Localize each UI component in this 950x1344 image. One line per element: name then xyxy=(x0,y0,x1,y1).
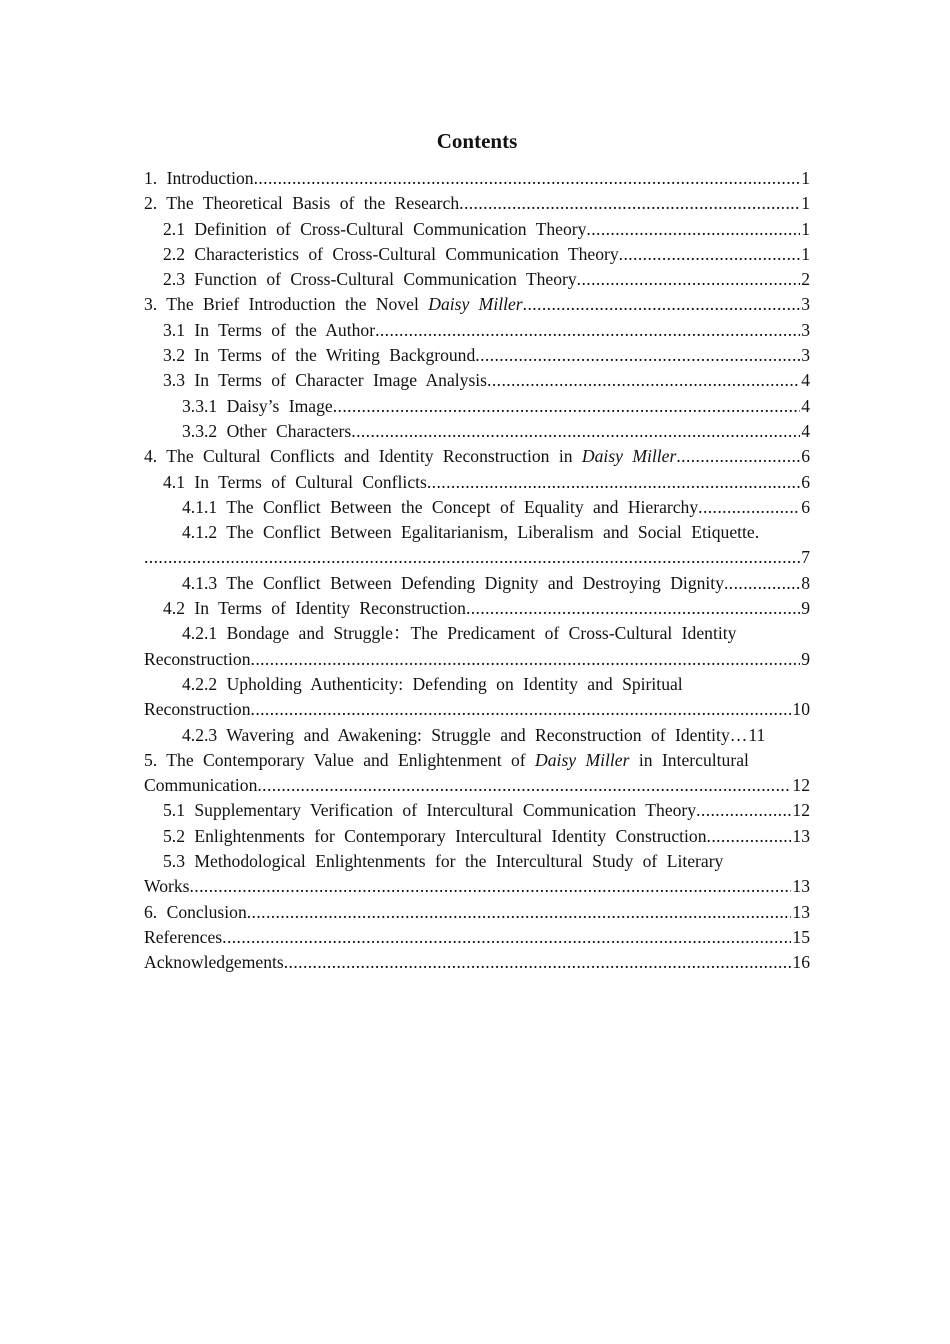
toc-entry-label: 2. The Theoretical Basis of the Research xyxy=(144,193,460,214)
toc-entry-label: References xyxy=(144,926,223,947)
dot-leader xyxy=(427,470,800,495)
toc-entry-continuation[interactable] xyxy=(144,545,810,570)
toc-page-number: 2 xyxy=(801,269,810,290)
toc-page-number: 7 xyxy=(801,547,810,568)
toc-entry[interactable] xyxy=(144,621,810,646)
toc-entry-label: 3.3.2 Other Characters xyxy=(182,420,352,441)
dot-leader xyxy=(698,495,800,520)
dot-leader xyxy=(251,647,801,672)
dot-leader xyxy=(577,267,801,292)
toc-entry-label-italic: Daisy Miller xyxy=(428,294,523,315)
toc-page-number: 9 xyxy=(801,648,810,669)
dot-leader xyxy=(707,824,792,849)
toc-entry-label: 4.1.3 The Conflict Between Defending Dignity and Destroying Dignity xyxy=(182,572,724,593)
dot-leader xyxy=(676,444,800,469)
toc-page-number: 13 xyxy=(792,825,810,846)
toc-entry[interactable] xyxy=(144,343,810,368)
toc-page-number: 16 xyxy=(792,952,810,973)
toc-entry-label: 4.1.2 The Conflict Between Egalitarianism, Liberalism and Social Etiquette. xyxy=(182,522,760,543)
toc-page-number: 3 xyxy=(801,319,810,340)
toc-page-number: 13 xyxy=(792,876,810,897)
toc-entry-continuation[interactable] xyxy=(144,647,810,672)
dot-leader xyxy=(724,571,800,596)
toc-entry-continuation[interactable] xyxy=(144,874,810,899)
toc-page-number: 6 xyxy=(801,446,810,467)
toc-entry[interactable] xyxy=(144,950,810,975)
toc-entry-label: 3.2 In Terms of the Writing Background xyxy=(163,345,476,366)
dot-leader xyxy=(333,394,800,419)
dot-leader xyxy=(475,343,800,368)
toc-entry-label: Communication xyxy=(144,775,258,796)
toc-entry-label: Reconstruction xyxy=(144,699,251,720)
toc-page-number: 12 xyxy=(792,800,810,821)
toc-entry[interactable] xyxy=(144,444,810,469)
toc-page-number: 9 xyxy=(801,598,810,619)
toc-entry-label-text: 5. The Contemporary Value and Enlightenment of xyxy=(144,749,536,770)
toc-entry[interactable] xyxy=(144,394,810,419)
toc-entry[interactable] xyxy=(144,672,810,697)
toc-page-number: 8 xyxy=(801,572,810,593)
toc-entry-label: 6. Conclusion xyxy=(144,901,247,922)
dot-leader xyxy=(619,242,801,267)
toc-entry[interactable] xyxy=(144,292,810,317)
dot-leader xyxy=(257,773,791,798)
dot-leader xyxy=(284,950,792,975)
toc-entry-label: Acknowledgements xyxy=(144,952,284,973)
toc-entry-label: Reconstruction xyxy=(144,648,251,669)
dot-leader xyxy=(190,874,792,899)
dot-leader xyxy=(586,217,800,242)
toc-entry-label: 1. Introduction xyxy=(144,168,254,188)
toc-entry-label xyxy=(144,748,749,773)
toc-entry-label: 3.1 In Terms of the Author xyxy=(163,319,376,340)
dot-leader xyxy=(254,166,801,191)
toc-entry[interactable] xyxy=(144,419,810,444)
toc-page-number: 1 xyxy=(801,168,810,188)
toc-page-number: 1 xyxy=(801,243,810,264)
toc-entry-label: 4.2.1 Bondage and Struggle：The Predicament of Cross-Cultural Identity xyxy=(182,623,737,644)
toc-page-number: 1 xyxy=(801,218,810,239)
toc-page-number: 10 xyxy=(792,699,810,720)
toc-entry[interactable] xyxy=(144,267,810,292)
toc-entry[interactable] xyxy=(144,798,810,823)
toc-entry-label xyxy=(144,292,523,317)
toc-entry-label: 5.3 Methodological Enlightenments for the Intercultural Study of Literary xyxy=(163,851,724,872)
toc-entry-label-text: 4. The Cultural Conflicts and Identity Reconstruction in xyxy=(144,446,582,467)
toc-page-number: 1 xyxy=(801,193,810,214)
toc-entry-label: 4.2 In Terms of Identity Reconstruction xyxy=(163,598,466,619)
toc-page-number: 15 xyxy=(792,926,810,947)
toc-entry-label: Works xyxy=(144,876,190,897)
dot-leader xyxy=(487,368,800,393)
toc-entry-label: 4.2.2 Upholding Authenticity: Defending on Identity and Spiritual xyxy=(182,673,683,694)
table-of-contents xyxy=(144,166,810,976)
dot-leader xyxy=(247,900,792,925)
toc-entry[interactable] xyxy=(144,191,810,216)
dot-leader xyxy=(459,191,800,216)
toc-entry-label: 4.1 In Terms of Cultural Conflicts xyxy=(163,471,427,492)
toc-entry[interactable] xyxy=(144,217,810,242)
page-title: Contents xyxy=(436,129,518,153)
toc-entry-continuation[interactable] xyxy=(144,773,810,798)
toc-entry-label: 2.2 Characteristics of Cross-Cultural Communication Theory xyxy=(163,243,619,264)
toc-entry[interactable] xyxy=(144,470,810,495)
toc-entry-label: 5.2 Enlightenments for Contemporary Intercultural Identity Construction xyxy=(163,825,707,846)
toc-entry[interactable] xyxy=(144,596,810,621)
dot-leader xyxy=(696,798,791,823)
toc-entry[interactable] xyxy=(144,368,810,393)
toc-page-number: 12 xyxy=(792,775,810,796)
toc-entry-label: 3.3.1 Daisy’s Image xyxy=(182,395,333,416)
dot-leader xyxy=(251,697,792,722)
toc-page-number: 3 xyxy=(801,294,810,315)
toc-page-number: 4 xyxy=(801,370,810,391)
toc-entry[interactable] xyxy=(144,824,810,849)
toc-entry-label-italic: Daisy Miller xyxy=(581,446,677,467)
toc-entry[interactable] xyxy=(144,242,810,267)
toc-entry-label-text: 3. The Brief Introduction the Novel xyxy=(144,294,429,315)
toc-entry-label: 5.1 Supplementary Verification of Intercultural Communication Theory xyxy=(163,800,697,821)
toc-page-number: 6 xyxy=(801,471,810,492)
toc-entry-label: 2.3 Function of Cross-Cultural Communication Theory xyxy=(163,269,577,290)
toc-page-number: 3 xyxy=(801,345,810,366)
toc-entry-label-text: in Intercultural xyxy=(629,749,749,770)
toc-entry-label: 4.2.3 Wavering and Awakening: Struggle and Reconstruction of Identity… xyxy=(182,724,748,745)
dot-leader xyxy=(375,318,800,343)
toc-entry-label: 2.1 Definition of Cross-Cultural Communication Theory xyxy=(163,218,587,239)
toc-entry[interactable] xyxy=(144,723,810,748)
toc-entry[interactable] xyxy=(144,925,810,950)
toc-page-number: 11 xyxy=(748,724,766,745)
toc-entry[interactable] xyxy=(144,495,810,520)
dot-leader xyxy=(144,545,800,570)
toc-page-number: 6 xyxy=(801,496,810,517)
toc-entry[interactable] xyxy=(144,849,810,874)
toc-entry-label-italic: Daisy Miller xyxy=(535,749,630,770)
toc-entry-label xyxy=(144,444,676,469)
toc-entry[interactable] xyxy=(144,748,810,773)
dot-leader xyxy=(466,596,800,621)
toc-entry[interactable] xyxy=(144,520,810,545)
dot-leader xyxy=(351,419,800,444)
toc-entry[interactable] xyxy=(144,571,810,596)
dot-leader xyxy=(523,292,801,317)
toc-page-number: 4 xyxy=(801,420,810,441)
toc-page-number: 4 xyxy=(801,395,810,416)
toc-entry-label: 4.1.1 The Conflict Between the Concept of Equality and Hierarchy xyxy=(182,496,699,517)
dot-leader xyxy=(222,925,791,950)
toc-entry[interactable] xyxy=(144,900,810,925)
toc-entry[interactable] xyxy=(144,166,810,191)
toc-entry-continuation[interactable] xyxy=(144,697,810,722)
toc-page-number: 13 xyxy=(792,901,810,922)
toc-entry-label: 3.3 In Terms of Character Image Analysis xyxy=(163,370,488,391)
toc-entry[interactable] xyxy=(144,318,810,343)
